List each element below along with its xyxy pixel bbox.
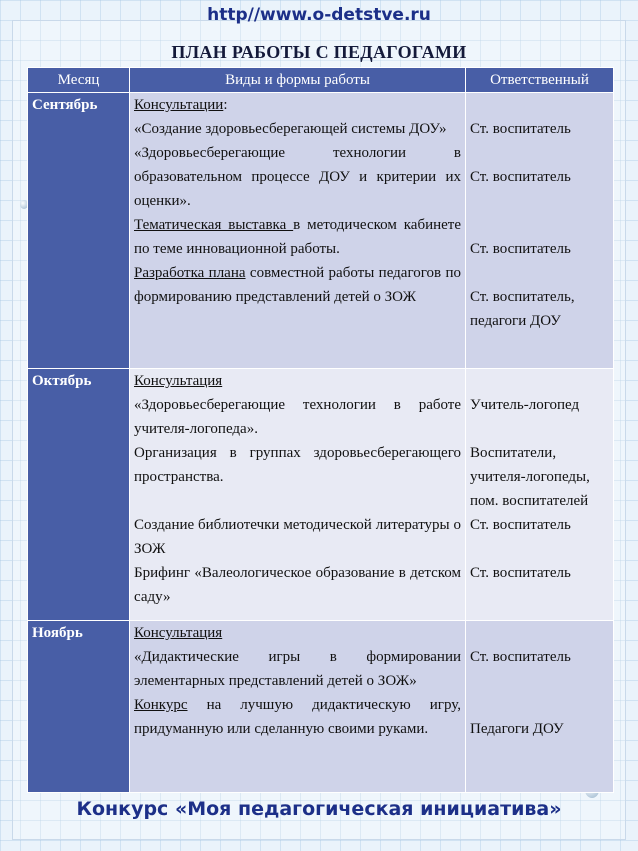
- responsible-text: Ст. воспитатель: [470, 241, 571, 257]
- table-row-september: [28, 93, 614, 369]
- site-url: http//www.o-detstve.ru: [207, 5, 431, 25]
- activity-text: «Дидактические игры в формировании элементарных представлений детей о ЗОЖ»: [134, 649, 461, 689]
- activity-type: Тематическая выставка: [134, 217, 294, 233]
- activity-text: Брифинг «Валеологическое образование в детском саду»: [134, 565, 461, 605]
- table-row-october: [28, 369, 614, 621]
- responsible-text: Учитель-логопед: [470, 397, 580, 413]
- table-header-row: [28, 68, 614, 93]
- month-cell: Сентябрь: [28, 93, 130, 369]
- activity-type: Конкурс: [134, 697, 188, 713]
- activities-cell: [130, 93, 466, 369]
- activity-text: Создание библиотечки методической литературы о ЗОЖ: [134, 517, 461, 557]
- responsible-text: Ст. воспитатель: [470, 517, 571, 533]
- activity-type: Разработка плана: [134, 265, 246, 281]
- activity-type: Консультация: [134, 625, 223, 641]
- plan-table: [27, 67, 614, 793]
- responsible-text: Воспитатели, учителя-логопеды, пом. воспитателей: [470, 445, 590, 509]
- month-cell: Ноябрь: [28, 621, 130, 793]
- responsible-text: Педагоги ДОУ: [470, 721, 564, 737]
- responsible-text: Ст. воспитатель: [470, 169, 571, 185]
- activity-text: совместной работы педагогов по формированию представлений детей о ЗОЖ: [134, 265, 461, 305]
- responsible-cell: [466, 369, 614, 621]
- responsible-text: Ст. воспитатель: [470, 121, 571, 137]
- month-cell: Октябрь: [28, 369, 130, 621]
- activity-type: Консультация: [134, 373, 223, 389]
- footer-title: Конкурс «Моя педагогическая инициатива»: [76, 798, 562, 820]
- column-header-responsible: Ответственный: [466, 68, 614, 93]
- activity-text: на лучшую дидактическую игру, придуманную или сделанную своими руками.: [134, 697, 461, 737]
- column-header-month: Месяц: [28, 68, 130, 93]
- responsible-text: Ст. воспитатель, педагоги ДОУ: [470, 289, 575, 329]
- activity-text: Организация в группах здоровьесберегающего пространства.: [134, 445, 461, 485]
- activity-text: в методическом кабинете по теме инновационной работы.: [134, 217, 462, 257]
- activity-type: Консультации: [134, 97, 224, 113]
- activities-cell: [130, 621, 466, 793]
- activity-text: «Здоровьесберегающие технологии в работе учителя-логопеда».: [134, 397, 461, 437]
- activity-text: «Здоровьесберегающие технологии в образовательном процессе ДОУ и критерии их оценки».: [134, 145, 461, 209]
- activity-text: «Создание здоровьесберегающей системы ДОУ»: [134, 121, 447, 137]
- responsible-text: Ст. воспитатель: [470, 649, 571, 665]
- responsible-cell: [466, 621, 614, 793]
- column-header-activities: Виды и формы работы: [130, 68, 466, 93]
- activity-type-suffix: :: [223, 97, 228, 113]
- page-title: ПЛАН РАБОТЫ С ПЕДАГОГАМИ: [171, 42, 467, 62]
- responsible-text: Ст. воспитатель: [470, 565, 571, 581]
- table-row-november: [28, 621, 614, 793]
- responsible-cell: [466, 93, 614, 369]
- activities-cell: [130, 369, 466, 621]
